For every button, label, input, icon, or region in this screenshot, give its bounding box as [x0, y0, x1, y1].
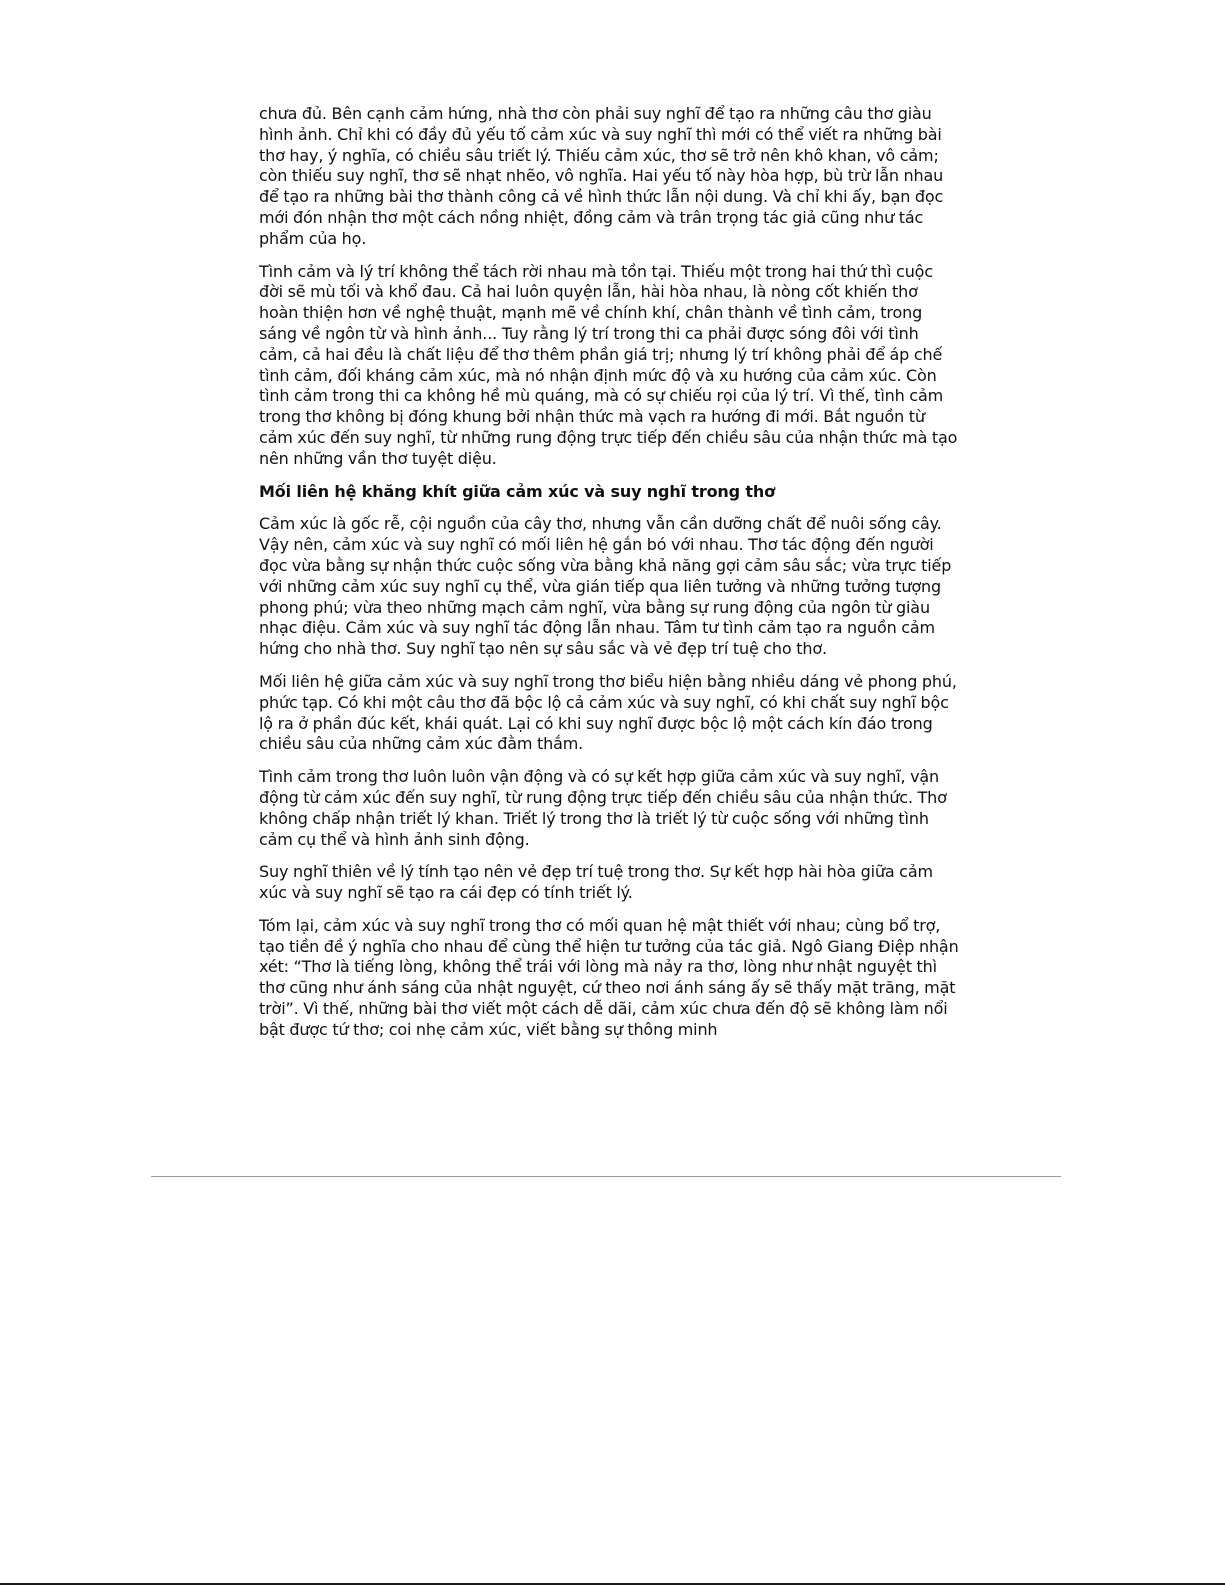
section-heading: Mối liên hệ khăng khít giữa cảm xúc và suy nghĩ trong thơ	[259, 481, 775, 501]
paragraph-2: Tình cảm và lý trí không thể tách rời nhau mà tồn tại. Thiếu một trong hai thứ thì cuộc đời sẽ mù tối và khổ đau. Cả hai luôn quyện lẫn, hài hòa nhau, là nòng cốt khiến thơ hoàn thiện hơn về nghệ thuật, mạnh mẽ về chính khí, chân thành về tình cảm, trong sáng về ngôn từ và hình ảnh... Tuy rằng lý trí trong thi ca phải được sóng đôi với tình cảm, cả hai đều là chất liệu để thơ thêm phần giá trị; nhưng lý trí không phải để áp chế tình cảm, đối kháng cảm xúc, mà nó nhận định mức độ và xu hướng của cảm xúc. Còn tình cảm trong thi ca không hề mù quáng, mà có sự chiếu rọi của lý trí. Vì thế, tình cảm trong thơ không bị đóng khung bởi nhận thức mà vạch ra hướng đi mới. Bắt nguồn từ cảm xúc đến suy nghĩ, từ những rung động trực tiếp đến chiều sâu của nhận thức mà tạo nên những vần thơ tuyệt diệu.	[259, 261, 958, 468]
paragraph-5: Tình cảm trong thơ luôn luôn vận động và có sự kết hợp giữa cảm xúc và suy nghĩ, vận động từ cảm xúc đến suy nghĩ, từ rung động trực tiếp đến chiều sâu của nhận thức. Thơ không chấp nhận triết lý khan. Triết lý trong thơ là triết lý từ cuộc sống với những tình cảm cụ thể và hình ảnh sinh động.	[259, 767, 947, 849]
paragraph-7: Tóm lại, cảm xúc và suy nghĩ trong thơ có mối quan hệ mật thiết với nhau; cùng bổ trợ, tạo tiền đề ý nghĩa cho nhau để cùng thể hiện tư tưởng của tác giả. Ngô Giang Điệp nhận xét: “Thơ là tiếng lòng, không thể trái với lòng mà nảy ra thơ, lòng như nhật nguyệt thì thơ cũng như ánh sáng của nhật nguyệt, cứ theo nơi ánh sáng ấy sẽ thấy mặt trăng, mặt trời”. Vì thế, những bài thơ viết một cách dễ dãi, cảm xúc chưa đến độ sẽ không làm nổi bật được tứ thơ; coi nhẹ cảm xúc, viết bằng sự thông minh	[259, 915, 959, 1039]
page-divider	[151, 1176, 1061, 1177]
document-body	[259, 104, 959, 1053]
paragraph-4: Mối liên hệ giữa cảm xúc và suy nghĩ trong thơ biểu hiện bằng nhiều dáng vẻ phong phú, phức tạp. Có khi một câu thơ đã bộc lộ cả cảm xúc và suy nghĩ, có khi chất suy nghĩ bộc lộ ra ở phần đúc kết, khái quát. Lại có khi suy nghĩ được bộc lộ một cách kín đáo trong chiều sâu của những cảm xúc đằm thắm.	[259, 671, 957, 754]
paragraph-1: chưa đủ. Bên cạnh cảm hứng, nhà thơ còn phải suy nghĩ để tạo ra những câu thơ giàu hình ảnh. Chỉ khi có đầy đủ yếu tố cảm xúc và suy nghĩ thì mới có thể viết ra những bài thơ hay, ý nghĩa, có chiều sâu triết lý. Thiếu cảm xúc, thơ sẽ trở nên khô khan, vô cảm; còn thiếu suy nghĩ, thơ sẽ nhạt nhẽo, vô nghĩa. Hai yếu tố này hòa hợp, bù trừ lẫn nhau để tạo ra những bài thơ thành công cả về hình thức lẫn nội dung. Và chỉ khi ấy, bạn đọc mới đón nhận thơ một cách nồng nhiệt, đồng cảm và trân trọng tác giả cũng như tác phẩm của họ.	[259, 104, 944, 248]
paragraph-6: Suy nghĩ thiên về lý tính tạo nên vẻ đẹp trí tuệ trong thơ. Sự kết hợp hài hòa giữa cảm xúc và suy nghĩ sẽ tạo ra cái đẹp có tính triết lý.	[259, 862, 933, 903]
paragraph-3: Cảm xúc là gốc rễ, cội nguồn của cây thơ, nhưng vẫn cần dưỡng chất để nuôi sống cây. Vậy nên, cảm xúc và suy nghĩ có mối liên hệ gắn bó với nhau. Thơ tác động đến người đọc vừa bằng sự nhận thức cuộc sống vừa bằng khả năng gợi cảm sâu sắc; vừa trực tiếp với những cảm xúc suy nghĩ cụ thể, vừa gián tiếp qua liên tưởng và những tưởng tượng phong phú; vừa theo những mạch cảm nghĩ, vừa bằng sự rung động của ngôn từ giàu nhạc điệu. Cảm xúc và suy nghĩ tác động lẫn nhau. Tâm tư tình cảm tạo ra nguồn cảm hứng cho nhà thơ. Suy nghĩ tạo nên sự sâu sắc và vẻ đẹp trí tuệ cho thơ.	[259, 514, 952, 659]
